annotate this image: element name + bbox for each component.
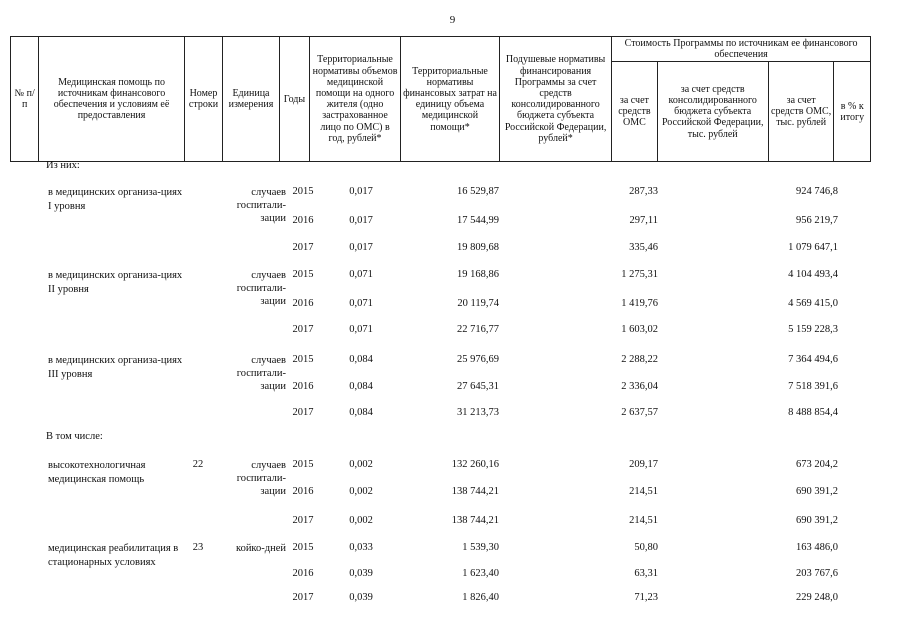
table-cell: 7 518 391,6 [788,381,838,392]
table-cell: 2015 [292,542,314,553]
header-percent: в % к итогу [834,62,871,162]
table-cell: 1 603,02 [621,324,658,335]
table-row [10,215,871,231]
table-cell: 2015 [292,354,314,365]
table-row [10,269,871,285]
table-cell: 63,31 [634,568,658,579]
table-row [10,568,871,584]
table-row [10,592,871,608]
table-cell: 1 539,30 [462,542,499,553]
table-cell: 27 645,31 [457,381,499,392]
table-cell: 2 288,22 [621,354,658,365]
table-cell: 2016 [292,215,314,226]
table-cell: 0,071 [349,298,373,309]
table-row [10,515,871,531]
table-cell: 8 488 854,4 [788,407,838,418]
table-cell: 335,46 [629,242,658,253]
table-cell: 22 716,77 [457,324,499,335]
table-cell: 1 826,40 [462,592,499,603]
table-cell: 2017 [292,407,314,418]
group-row-number: 23 [192,542,204,553]
header-per-capita: Подушевые нормативы финансирования Программы за счет средств консолидированного бюджета субъекта Российской Федерации, рублей* [500,37,612,162]
table-cell: 0,071 [349,324,373,335]
group-unit: случаев госпитали-зации [236,187,286,224]
table-cell: 71,23 [634,592,658,603]
table-cell: 2015 [292,186,314,197]
table-cell: 0,039 [349,568,373,579]
table-cell: 2016 [292,381,314,392]
group-row-number: 22 [192,459,204,470]
table-cell: 2016 [292,568,314,579]
section-including: В том числе: [46,431,103,442]
table-cell: 20 119,74 [457,298,499,309]
table-cell: 4 104 493,4 [788,269,838,280]
table-cell: 138 744,21 [451,486,499,497]
table-cell: 50,80 [634,542,658,553]
table-cell: 0,084 [349,354,373,365]
table-cell: 0,084 [349,407,373,418]
table-cell: 1 419,76 [621,298,658,309]
table-cell: 0,071 [349,269,373,280]
table-cell: 2017 [292,324,314,335]
group-unit: случаев госпитали-зации [236,270,286,307]
group-label: в медицинских организа-циях III уровня [48,355,183,380]
group-label: медицинская реабилитация в стационарных условиях [48,543,179,568]
table-cell: 19 809,68 [457,242,499,253]
table-cell: 2017 [292,592,314,603]
table-cell: 2015 [292,269,314,280]
table-cell: 1 623,40 [462,568,499,579]
header-row-number: Номер строки [184,37,222,162]
header-years: Годы [279,37,309,162]
table-cell: 1 275,31 [621,269,658,280]
section-of-them: Из них: [46,160,80,171]
table-cell: 2016 [292,486,314,497]
group-unit: случаев госпитали-зации [236,355,286,392]
table-cell: 163 486,0 [796,542,838,553]
header-norm-volume: Территориальные нормативы объемов медицинской помощи на одного жителя (одно застрахованное лицо по ОМС) в год, рублей* [310,37,401,162]
table-row [10,486,871,502]
table-cell: 138 744,21 [451,515,499,526]
table-cell: 7 364 494,6 [788,354,838,365]
header-oms-thousand: за счет средств ОМС, тыс. рублей [768,62,834,162]
table-cell: 2017 [292,242,314,253]
table-cell: 214,51 [629,486,658,497]
table-cell: 673 204,2 [796,459,838,470]
header-cost-group: Стоимость Программы по источникам ее финансового обеспечения [612,37,871,62]
header-care: Медицинская помощь по источникам финансового обеспечения и условиям её предоставления [39,37,185,162]
table-cell: 0,002 [349,486,373,497]
table-cell: 209,17 [629,459,658,470]
table-cell: 0,017 [349,186,373,197]
page-number: 9 [449,14,456,26]
table-cell: 25 976,69 [457,354,499,365]
table-cell: 203 767,6 [796,568,838,579]
table-row [10,242,871,258]
table-cell: 2 336,04 [621,381,658,392]
table-cell: 0,002 [349,515,373,526]
group-label: в медицинских организа-циях I уровня [48,187,183,212]
table-cell: 229 248,0 [796,592,838,603]
header-budget-thousand: за счет средств консолидированного бюджета субъекта Российской Федерации, тыс. рублей [657,62,768,162]
table-row [10,459,871,475]
table-cell: 5 159 228,3 [788,324,838,335]
group-label: высокотехнологичная медицинская помощь [48,460,146,485]
table-cell: 0,002 [349,459,373,470]
table-cell: 924 746,8 [796,186,838,197]
header-oms: за счет средств ОМС [612,62,657,162]
table-row [10,186,871,202]
table-row [10,354,871,370]
table-cell: 690 391,2 [796,486,838,497]
table-cell: 0,039 [349,592,373,603]
table-cell: 0,084 [349,381,373,392]
table-cell: 2017 [292,515,314,526]
group-unit: случаев госпитали-зации [236,460,286,497]
table-cell: 0,017 [349,242,373,253]
table-cell: 297,11 [629,215,658,226]
group-label: в медицинских организа-циях II уровня [48,270,183,295]
table-cell: 0,033 [349,542,373,553]
table-cell: 2 637,57 [621,407,658,418]
table-header [10,36,871,162]
table-cell: 2016 [292,298,314,309]
table-cell: 17 544,99 [457,215,499,226]
table-cell: 31 213,73 [457,407,499,418]
table-cell: 16 529,87 [457,186,499,197]
group-unit: койко-дней [236,543,286,554]
table-cell: 1 079 647,1 [788,242,838,253]
table-row [10,407,871,423]
table-row [10,324,871,340]
table-cell: 4 569 415,0 [788,298,838,309]
table-cell: 0,017 [349,215,373,226]
table-cell: 287,33 [629,186,658,197]
table-cell: 956 219,7 [796,215,838,226]
table-row [10,298,871,314]
table-row [10,381,871,397]
table-cell: 214,51 [629,515,658,526]
table-cell: 690 391,2 [796,515,838,526]
table-row [10,542,871,558]
table-cell: 132 260,16 [451,459,499,470]
table-cell: 2015 [292,459,314,470]
header-num: № п/п [11,37,39,162]
header-unit: Единица измерения [223,37,280,162]
table-cell: 19 168,86 [457,269,499,280]
header-norm-cost: Территориальные нормативы финансовых затрат на единицу объема медицинской помощи* [401,37,500,162]
